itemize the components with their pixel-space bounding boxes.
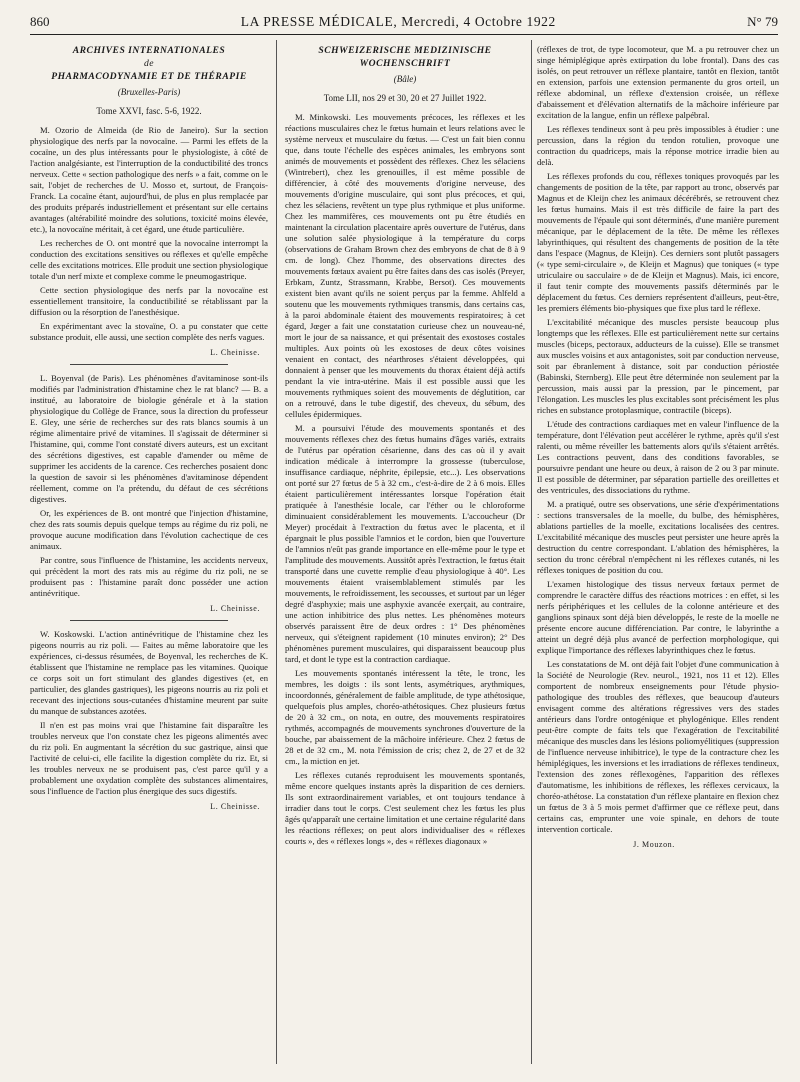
section-title: SCHWEIZERISCHE MEDIZINISCHE	[318, 45, 492, 56]
article-boyenval	[30, 373, 268, 614]
paragraph: L. Boyenval (de Paris). Les phénomènes d'avitaminose sont-ils modifiés par l'administration d'histamine chez le rat blanc? — B. a institué, au laboratoire de biologie générale et à la station physiologique du Collège de France, sous la direction du professeur E. Gley, une série de recherches sur des rats blancs soumis à un régime alimentaire privé de vitamines. Il s'agissait de déterminer si l'histamine, qui, comme l'ont constaté divers auteurs, est un excitant des sécrétions digestives, est capable d'amender ou même de supprimer les accidents de la carence. Ces recherches posaient donc la question de savoir si les phénomènes d'avitaminose dépendent réellement, comme on l'a prétendu, du défaut de ces sécrétions digestives.	[30, 373, 268, 504]
column-2	[285, 44, 525, 850]
article-almeida	[30, 125, 268, 358]
page-header	[30, 14, 778, 35]
column-divider	[276, 40, 277, 1064]
paragraph: L'excitabilité mécanique des muscles persiste beaucoup plus longtemps que les réflexes. Elle est particulièrement nette sur certains muscles (biceps, pectoraux, adducteurs de la cuisse). Elle se transmet aux muscles voisins et aux antagonistes, soit par conduction nerveuse, soit par ébranlement à distance, soit par conduction périostée (Babinski, Sternberg). Elle peut être déterminée non seulement par la percussion, mais aussi par la pression, par le pincement, par l'élongation. Les muscles les plus excitables sont précisément les plus riches en substance protoplasmique, contractile (biceps).	[537, 317, 779, 415]
section-title-de: de	[143, 58, 155, 69]
article-minkowski-continued	[537, 44, 779, 850]
signature: J. Mouzon.	[633, 840, 675, 849]
paragraph: En expérimentant avec la stovaïne, O. a pu constater que cette substance produit, elle aussi, une section complète des nerfs vagues.	[30, 321, 268, 342]
signature: L. Cheinisse.	[210, 604, 260, 613]
section-city: (Bruxelles-Paris)	[117, 87, 181, 97]
paragraph: Or, les expériences de B. ont montré que l'injection d'histamine, chez des rats soumis depuis quelque temps au régime du riz poli, ne provoque aucune modification dans l'évolution cachectique de ces animaux.	[30, 508, 268, 551]
paragraph: Les constatations de M. ont déjà fait l'objet d'une communication à la Société de Neurologie (Rev. neurol., 1921, nos 11 et 12). Elles comportent de nombreux enseignements pour l'étude physio-pathologique des troubles des réflexes, que beaucoup d'auteurs envisagent comme des altérations régressives vers des stades antérieurs dans l'ordre ontogénique et phylogénique. Elles rendent peut-être compte de faits tels que l'exagération de l'excitabilité mécanique des muscles dans les lésions poliomyélitiques (suppression de l'influence nerveuse inhibitrice), le type de la contracture chez les hémiplégiques, les inversions et les irradiations de réflexes tendineux, l'extension des zones réflexogènes, l'apparition des réflexes d'automatisme, les inhibitions de réflexes, les réflexes cervicaux, la choréo-athétose. La constatation d'un réflexe plantaire en flexion chez un fœtus de 3 à 5 mois permet d'affirmer que ce réflexe peut, dans certains cas, emprunter une voie spinale, en dehors de toute intervention corticale.	[537, 659, 779, 834]
paragraph: Les mouvements spontanés intéressent la tête, le tronc, les membres, les doigts : ils sont lents, asymétriques, arythmiques, incoordonnés, généralement de faible amplitude, de type athétosique, quelquefois plus amples, choréo-athétosiques. Chez plusieurs fœtus de 20 à 32 cm., on nota, en outre, des mouvements respiratoires rythmés, accompagnés de mouvements synchrones d'ouverture de la bouche, par abaissement de la mâchoire inférieure. Chez 2 fœtus de 28 et de 32 cm., M. nota l'émission de cris; chez 2, de 27 et de 32 cm., la miction en jet.	[285, 668, 525, 766]
paragraph: Les recherches de O. ont montré que la novocaïne interrompt la conduction des excitations sensitives ou réflexes et qu'elle empêche celle des excitations motrices. Elle produit une section physiologique totale d'un nerf mixte et complexe comme le pneumogastrique.	[30, 238, 268, 281]
paragraph: L'examen histologique des tissus nerveux fœtaux permet de comprendre le caractère diffus des réactions motrices : en effet, si les nerfs périphériques et les cellules de la colonne antérieure et des ganglions spinaux sont déjà bien développés, le reste de la moelle ne présente encore aucune différenciation. Par contre, le labyrinthe a atteint un degré déjà plus avancé de perfection morphologique, qui explique l'importance des réflexes labyrinthiques chez le fœtus.	[537, 579, 779, 655]
paragraph: L'étude des contractions cardiaques met en valeur l'influence de la température, dont l'élévation peut accélérer le rythme, après qu'il s'est ralenti, ou même réveiller les battements alors qu'ils s'étaient arrêtés. Les contractions peuvent, dans des conditions favorables, se poursuivre pendant une heure ou deux, à raison de 2 ou 3 par minute. Il est possible de déterminer, par séparation partielle des oreillettes et des ventricules, des dissociations du rythme.	[537, 419, 779, 495]
column-3	[537, 44, 779, 856]
section-title: PHARMACODYNAMIE ET DE THÉRAPIE	[51, 71, 247, 82]
issue-number: N° 79	[747, 14, 778, 29]
paragraph: (réflexes de trot, de type locomoteur, que M. a pu retrouver chez un singe hémiplégique après extirpation du lobe frontal). Dans des cas isolés, on peut retrouver un réflexe plantaire, tantôt en flexion, tantôt en extension, parfois une extension permanente du gros orteil, un réflexe abdominal, un réflexe d'extension croisée, un réflexe d'abaissement et d'élévation alternatifs de la mâchoire inférieure par excitation de la langue, enfin un réflexe palpébral.	[537, 44, 779, 120]
article-separator	[70, 620, 228, 621]
paragraph: Il n'en est pas moins vrai que l'histamine fait disparaître les troubles nerveux que l'on constate chez les pigeons alimentés avec du riz poli. En augmentant la sécrétion du suc gastrique, ainsi que l'activité de celui-ci, elle facilite la digestion complète du riz. Et, si les troubles nerveux ne se produisent pas, c'est parce qu'il y a probablement une oxydation complète des substances alimentaires, sous l'influence de l'action plus énergique des sucs digestifs.	[30, 720, 268, 796]
section-tome: Tome XXVI, fasc. 5-6, 1922.	[96, 106, 202, 116]
paragraph: M. Ozorio de Almeida (de Rio de Janeiro). Sur la section physiologique des nerfs par la novocaïne. — Parmi les effets de la cocaïne, un des plus intéressants pour le physiologiste, à côté de l'action analgésiante, est l'interruption de la conductibilité des troncs nerveux. Cette « section pathologique des nerfs » a fait, comme on le sait, l'objet de recherches de U. Mosso et, surtout, de François-Franck. La cocaïne étant, aujourd'hui, de plus en plus remplacée par des produits préparés industriellement et présentant sur elle certains avantages (altérabilité moindre des solutions, toxicité moins élevée, etc.), la novocaïne méritait, à cet égard, une étude particulière.	[30, 125, 268, 234]
paragraph: Les réflexes tendineux sont à peu près impossibles à étudier : une percussion, dans la région du tendon rotulien, provoque une contraction du quadriceps, mais la réponse motrice irradie bien au delà.	[537, 124, 779, 167]
article-minkowski	[285, 112, 525, 847]
paragraph: W. Koskowski. L'action antinévritique de l'histamine chez les pigeons nourris au riz poli. — Faites au même laboratoire que les expériences, ci-dessus résumées, de Boyenval, les recherches de K. établissent que l'histamine ne remplace pas les vitamines. Quoique ce corps soit un fort stimulant des glandes digestives (et, en particulier, des glandes gastriques), les pigeons nourris au riz poli et recevant des injections sous-cutanées d'histamine meurent par suite du manque de substances azotées.	[30, 629, 268, 716]
paragraph: Cette section physiologique des nerfs par la novocaïne est essentiellement transitoire, la conductibilité se rétablissant par la diffusion ou la résorption de l'anesthésique.	[30, 285, 268, 317]
column-1	[30, 44, 268, 818]
article-koskowski	[30, 629, 268, 812]
paragraph: M. a poursuivi l'étude des mouvements spontanés et des mouvements réflexes chez des fœtus humains d'âges variés, extraits de l'utérus par opération césarienne, dans des cas où il y avait indication médicale à interrompre la grossesse (tuberculose, insuffisance cardiaque, néphrite, épilepsie, etc...). Les observations ont porté sur 27 fœtus de 5 à 32 cm., c'est-à-dire de 2 à 6 mois. Elles étaient particulièrement intéressantes lorsque l'opération était pratiquée à l'anesthésie locale, car l'éther ou le chloroforme diminuaient considérablement les mouvements. L'accoucheur (Dr Meyer) procédait à l'extraction du fœtus avec le placenta, et il épargnait le plus possible l'amnios et le cordon, bien que l'ouverture de l'amnios n'eût pas grande importance en elle-même pour le type et l'amplitude des mouvements. Aussitôt après l'extraction, le fœtus était transporté dans une cuvette remplie d'eau physiologique à 40°. Les mouvements étaient vraisemblablement stimulés par les mouvements, le refroidissement, les secousses, et surtout par un léger degré d'asphyxie; mais une asphyxie avancée exerçait, au contraire, une action inhibitrice des plus nettes. Les phénomènes moteurs observés paraissent être de deux ordres : 1° Des phénomènes nerveux, qui s'éteignent rapidement (10 minutes environ); 2° Des phénomènes purement musculaires, qui disparaissent beaucoup plus tard, et dont le type est la contraction cardiaque.	[285, 423, 525, 664]
column-divider	[531, 40, 532, 1064]
section-title: WOCHENSCHRIFT	[359, 58, 451, 69]
paragraph: M. Minkowski. Les mouvements précoces, les réflexes et les réactions musculaires chez le fœtus humain et leurs relations avec le système nerveux et musculaire du fœtus. — C'est un fait bien connu que, dans toute l'échelle des espèces animales, les embryons sont animés de mouvements et possèdent des réflexes. Chez les sélaciens (Wintrebert), chez les grenouilles, il est même possible de différencier, à côté des mouvements d'origine nerveuse, des mouvements d'origine musculaire, qui sont plus précoces, et qui, chez les sélaciens, revêtent un type plus rythmique et plus uniforme. Chez les mammifères, ces mouvements ont pu être étudiés en maintenant la circulation placentaire après ouverture de l'utérus, dans une solution salée physiologique à la température du corps (observations de Graham Brown chez des embryons de chat de 8 à 9 cm. de long). Chez l'homme, des observations directes des mouvements fœtaux avaient pu être faites dans des cas isolés (Preyer, Erbkam, Zuntz, Strassmann, Krabbe, Bersot). Ces mouvements existent bien avant qu'ils ne soient perçus par la femme. Ahlfeld a soutenu que les mouvements rythmiques transmis, dans certains cas, à la paroi abdominale étaient des mouvements respiratoires; à cet égard, Jœger a fait une constatation curieuse chez un nouveau-né, mort le jour de sa naissance, et qui présentait des exostoses costales multiples. Aux points où les exostoses de deux côtes voisines venaient en contact, des néarthroses s'étaient développées, qui donnaient à penser que les mouvements du thorax étaient déjà actifs pendant la vie intra-utérine. Mais il est possible aussi que les mouvements rythmiques soient des mouvements de déglutition, car on a retrouvé, dans le tube digestif, des cheveux, du sébum, des cellules épidermiques.	[285, 112, 525, 419]
signature: L. Cheinisse.	[210, 348, 260, 357]
paragraph: Les réflexes profonds du cou, réflexes toniques provoqués par les changements de position de la tête, par rapport au tronc, observés par Magnus et de Kleijn chez les animaux décérébrés, se retrouvent chez les fœtus humains. Mais il est très difficile de faire la part des mouvements de l'épaule qui sont déterminés, d'une manière purement mécanique, par le déplacement de la tête. De même les réflexes labyrinthiques, qui résultent des changements de position de la tête dans l'espace (Magnus, de Kleijn). Ces derniers sont plutôt passagers (« type semi-circulaire », de Kleijn et Magnus) que toniques (« type utriculaire ou sacculaire » de de Kleijn et Magnus). Mais, ici encore, il faut tenir compte des mouvements passifs déterminés par le déplacement du fœtus. Ces derniers représentent d'ailleurs, peut-être, les premiers éléments bio-physiques que fixe plus tard le réflexe.	[537, 171, 779, 313]
journal-title-date: LA PRESSE MÉDICALE, Mercredi, 4 Octobre 1922	[240, 14, 556, 29]
paragraph: Par contre, sous l'influence de l'histamine, les accidents nerveux, qui précèdent la mort des rats mis au régime du riz poli, ne se produisent pas : l'histamine paraît donc posséder une action antinévritique.	[30, 555, 268, 598]
section-title: ARCHIVES INTERNATIONALES	[72, 45, 226, 56]
signature: L. Cheinisse.	[210, 802, 260, 811]
paragraph: Les réflexes cutanés reproduisent les mouvements spontanés, même encore quelques instants après la disparition de ces derniers. Ils sont extraordinairement variables, et ont toujours tendance à irradier dans tout le corps. C'est seulement chez les fœtus les plus âgés qu'apparaît une certaine limitation et une certaine régularité dans les réactions réflexes; on peut alors individualiser des « réflexes courts », des « réflexes longs », des « réflexes diagonaux »	[285, 770, 525, 846]
paragraph: M. a pratiqué, outre ses observations, une série d'expérimentations : sections transversales de la moelle, du bulbe, des hémisphères, ablations partielles de la moelle, excitations localisées des centres. L'excitabilité mécanique des muscles peut persister une heure après la destruction du centre correspondant. L'ablation des hémisphères, la section du tronc cérébral n'empêchent ni les réflexes cutanés, ni les réflexes toniques de position du cou.	[537, 499, 779, 575]
article-separator	[70, 364, 228, 365]
section-city: (Bâle)	[393, 74, 417, 84]
section-tome: Tome LII, nos 29 et 30, 20 et 27 Juillet 1922.	[323, 93, 487, 103]
page-number: 860	[30, 14, 50, 29]
